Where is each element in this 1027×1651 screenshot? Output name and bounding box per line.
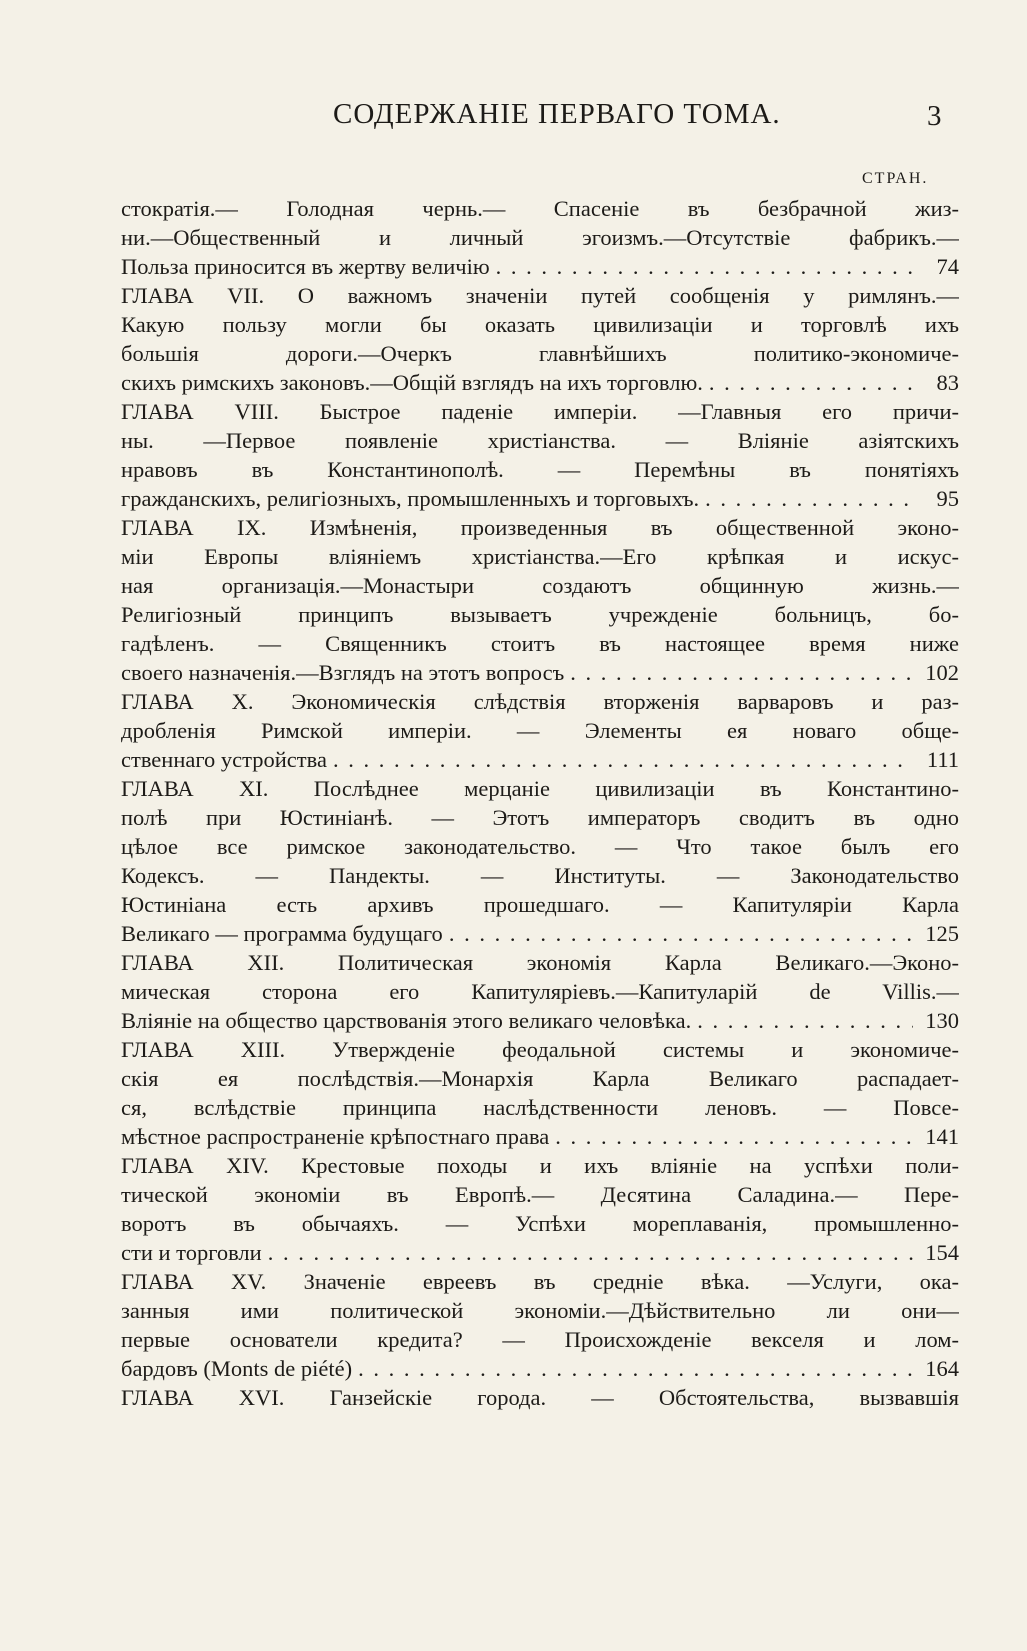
dot-leader — [697, 1006, 913, 1035]
toc-line: Вліяніе на общество царствованія этого великаго человѣка. — [121, 1008, 692, 1033]
page-number: 3 — [927, 100, 942, 132]
toc-line: Кодексъ. — Пандекты. — Институты. — Законодательство — [121, 863, 959, 888]
toc-line: мѣстное распространеніе крѣпостнаго права — [121, 1124, 550, 1149]
table-of-contents — [121, 194, 959, 1412]
toc-line: стократія.— Голодная чернь.— Спасеніе въ безбрачной жиз- — [121, 196, 959, 221]
toc-line: ГЛАВА XV. Значеніе евреевъ въ средніе вѣка. —Услуги, ока- — [121, 1269, 959, 1294]
dot-leader — [555, 1122, 913, 1151]
toc-page-number: 111 — [926, 747, 959, 772]
toc-line: своего назначенія.—Взглядъ на этотъ вопросъ — [121, 660, 565, 685]
toc-line: ни.—Общественный и личный эгоизмъ.—Отсутствіе фабрикъ.— — [121, 225, 959, 250]
dot-leader — [570, 658, 913, 687]
toc-entry-final-line — [121, 1006, 959, 1035]
toc-page-number: 83 — [936, 370, 959, 395]
toc-line: скія ея послѣдствія.—Монархія Карла Великаго распадает- — [121, 1066, 959, 1091]
toc-entry-final-line — [121, 368, 959, 397]
dot-leader — [705, 484, 913, 513]
dot-leader — [496, 252, 913, 281]
toc-line: нравовъ въ Константинополѣ. — Перемѣны въ понятіяхъ — [121, 457, 959, 482]
toc-entry-final-line — [121, 745, 959, 774]
toc-line: большія дороги.—Очеркъ главнѣйшихъ политико-экономиче- — [121, 341, 959, 366]
toc-line: ГЛАВА IX. Измѣненія, произведенныя въ общественной эконо- — [121, 515, 959, 540]
dot-leader — [268, 1238, 913, 1267]
toc-page-number: 141 — [925, 1124, 959, 1149]
toc-line: бардовъ (Monts de piété) — [121, 1356, 353, 1381]
toc-line: ГЛАВА XII. Политическая экономія Карла Великаго.—Эконо- — [121, 950, 959, 975]
toc-line: гражданскихъ, религіозныхъ, промышленныхъ и торговыхъ. — [121, 486, 700, 511]
dot-leader — [709, 368, 913, 397]
toc-line: полѣ при Юстиніанѣ. — Этотъ императоръ сводитъ въ одно — [121, 805, 959, 830]
toc-line: ГЛАВА XI. Послѣднее мерцаніе цивилизаціи въ Константино- — [121, 776, 959, 801]
running-title: СОДЕРЖАНІЕ ПЕРВАГО ТОМА. — [333, 98, 781, 130]
toc-line: ГЛАВА XIV. Крестовые походы и ихъ вліяніе на успѣхи поли- — [121, 1153, 959, 1178]
dot-leader — [449, 919, 913, 948]
toc-line: первые основатели кредита? — Происхожденіе векселя и лом- — [121, 1327, 959, 1352]
toc-entry-final-line — [121, 658, 959, 687]
toc-entry-final-line — [121, 1122, 959, 1151]
toc-line: Юстиніана есть архивъ прошедшаго. — Капитулярiи Карла — [121, 892, 959, 917]
toc-line: ственнаго устройства — [121, 747, 327, 772]
toc-line: ны. —Первое появленіе христіанства. — Вліяніе азіятскихъ — [121, 428, 959, 453]
pages-column-label: СТРАН. — [862, 170, 929, 187]
toc-line: воротъ въ обычаяхъ. — Успѣхи мореплаванія, промышленно- — [121, 1211, 959, 1236]
toc-line: Какую пользу могли бы оказать цивилизаціи и торговлѣ ихъ — [121, 312, 959, 337]
toc-line: ная организація.—Монастыри создаютъ общинную жизнь.— — [121, 573, 959, 598]
toc-line: ГЛАВА VIII. Быстрое паденіе имперіи. —Главныя его причи- — [121, 399, 959, 424]
dot-leader — [358, 1354, 913, 1383]
toc-page-number: 125 — [925, 921, 959, 946]
toc-entry-final-line — [121, 484, 959, 513]
toc-line: ся, вслѣдствіе принципа наслѣдственности леновъ. — Повсе- — [121, 1095, 959, 1120]
toc-line: занныя ими политической экономіи.—Дѣйствительно ли они— — [121, 1298, 959, 1323]
toc-line: скихъ римскихъ законовъ.—Общій взглядъ на ихъ торговлю. — [121, 370, 703, 395]
toc-line: міи Европы вліяніемъ христіанства.—Его крѣпкая и искус- — [121, 544, 959, 569]
toc-entry-final-line — [121, 1354, 959, 1383]
toc-page-number: 95 — [936, 486, 959, 511]
toc-entry-final-line — [121, 1238, 959, 1267]
toc-line: мическая сторона его Капитуляріевъ.—Капитуларій de Villis.— — [121, 979, 959, 1004]
toc-entry-final-line — [121, 919, 959, 948]
toc-line: Польза приносится въ жертву величію — [121, 254, 490, 279]
toc-line: сти и торговли — [121, 1240, 262, 1265]
toc-page-number: 164 — [925, 1356, 959, 1381]
toc-line: ГЛАВА X. Экономическія слѣдствія вторженія варваровъ и раз- — [121, 689, 959, 714]
toc-line: ГЛАВА VII. О важномъ значеніи путей сообщенія у римлянъ.— — [121, 283, 959, 308]
toc-page-number: 102 — [925, 660, 959, 685]
toc-page-number: 74 — [936, 254, 959, 279]
toc-line: гадѣленъ. — Священникъ стоитъ въ настоящее время ниже — [121, 631, 959, 656]
toc-line: ГЛАВА XVI. Ганзейскіе города. — Обстоятельства, вызвавшія — [121, 1385, 959, 1410]
toc-line: Великаго — программа будущаго — [121, 921, 443, 946]
toc-page-number: 154 — [925, 1240, 959, 1265]
toc-line: тической экономіи въ Европѣ.— Десятина Саладина.— Пере- — [121, 1182, 959, 1207]
toc-page-number: 130 — [925, 1008, 959, 1033]
toc-line: ГЛАВА XIII. Утвержденіе феодальной системы и экономиче- — [121, 1037, 959, 1062]
toc-line: Религіозный принципъ вызываетъ учрежденіе больницъ, бо- — [121, 602, 959, 627]
toc-line: дробленія Римской имперіи. — Элементы ея новаго обще- — [121, 718, 959, 743]
dot-leader — [333, 745, 913, 774]
toc-entry-final-line — [121, 252, 959, 281]
toc-line: цѣлое все римское законодательство. — Что такое былъ его — [121, 834, 959, 859]
